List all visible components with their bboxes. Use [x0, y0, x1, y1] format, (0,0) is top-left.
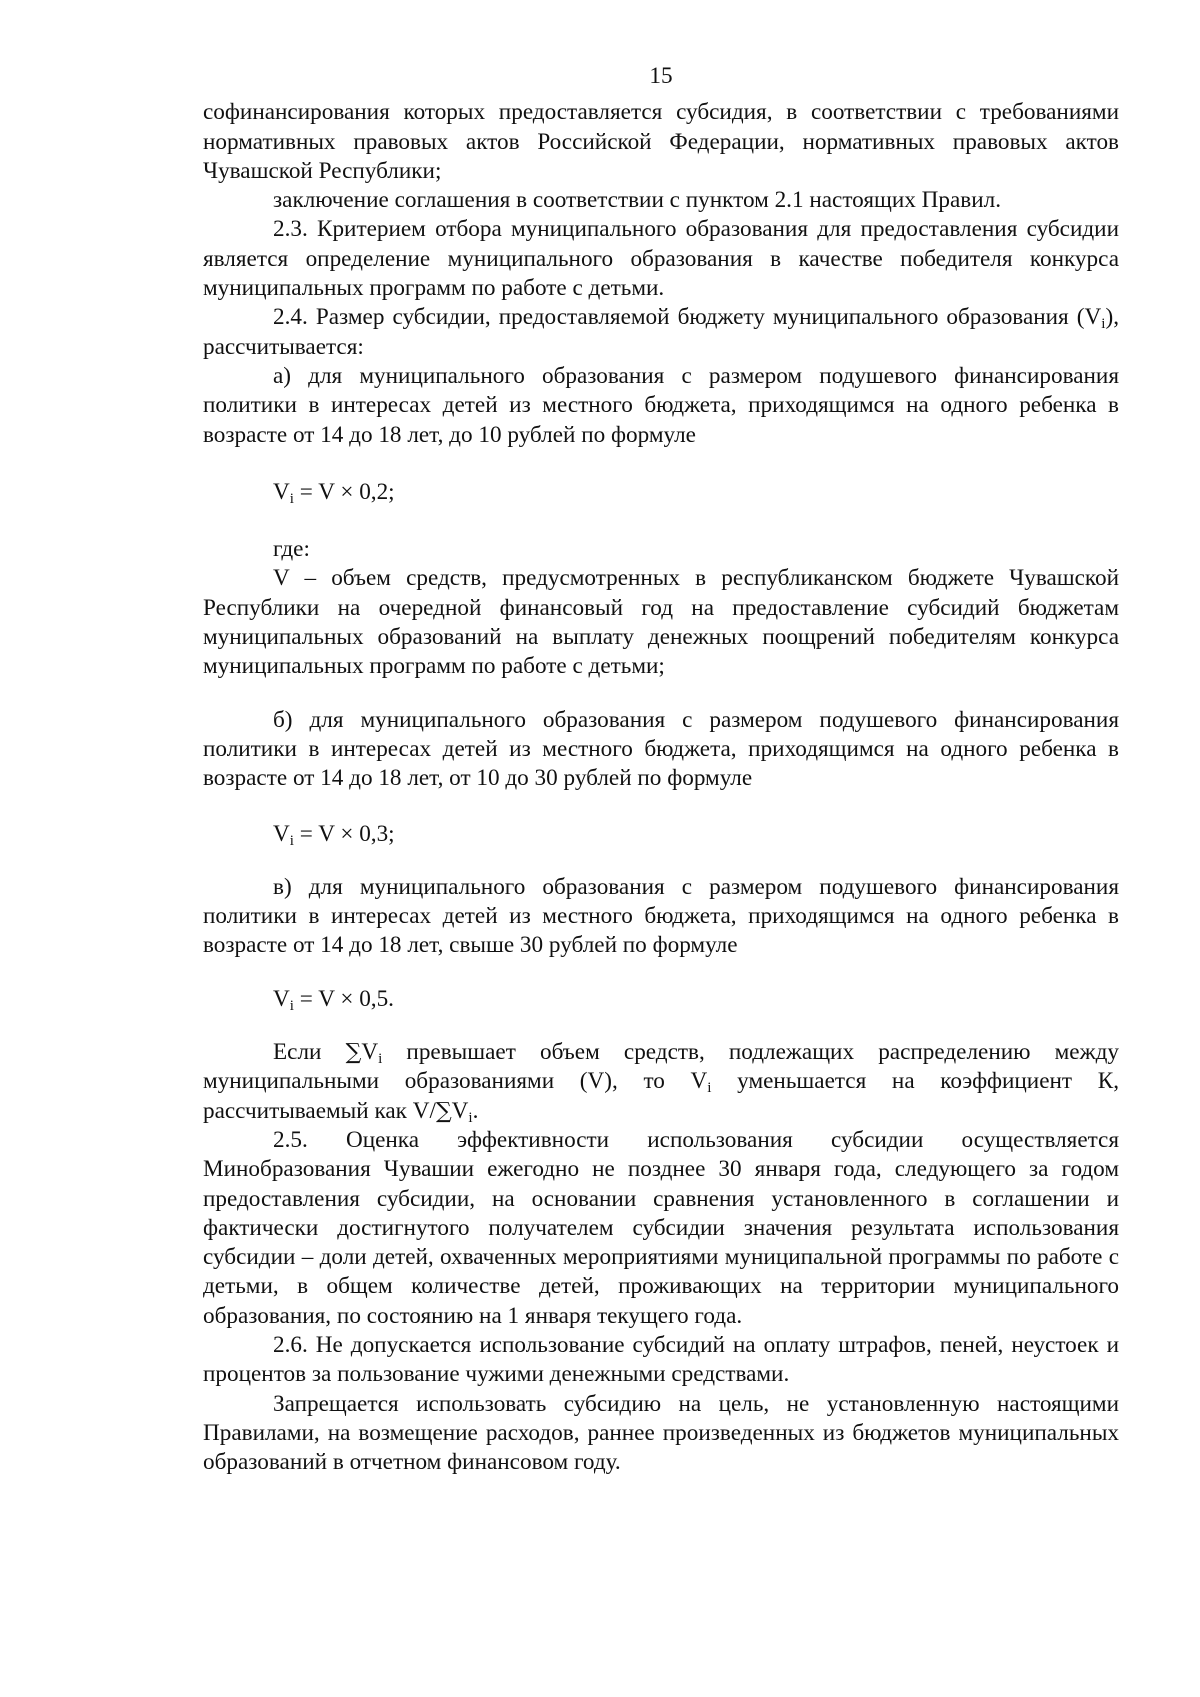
formula-c: $V_i = V \times 0,5$. — [273, 985, 394, 1014]
paragraph-2-3-selection-criterion: 2.3. Критерием отбора муниципального образования для предоставления субсидии является определение муниципального образования в качестве победителя конкурса муниципальных программ по работе с детьми. — [203, 216, 1119, 302]
where-label: где: — [273, 536, 310, 563]
paragraph-2-6-prohibition: 2.6. Не допускается использование субсидий на оплату штрафов, пеней, неустоек и процентов за пользование чужими денежными средствами. — [203, 1331, 1119, 1388]
formula-a: $V_i = V \times 0,2$; — [273, 478, 395, 507]
paragraph-agreement: заключение соглашения в соответствии с пунктом 2.1 настоящих Правил. — [273, 187, 1001, 214]
paragraph-case-b: б) для муниципального образования с размером подушевого финансирования политики в интересах детей из местного бюджета, приходящимся на одного ребенка в возрасте от 14 до 18 лет, от 10 до 30 рублей по формуле — [203, 706, 1119, 792]
paragraph-cofinancing: софинансирования которых предоставляется субсидия, в соответствии с требованиями нормативных правовых актов Российской Федерации, нормативных правовых актов Чувашской Республики; — [203, 99, 1119, 184]
paragraph-sum-reduction: Если $\sum V_i$ превышает объем средств, подлежащих распределению между муниципальными образованиями (V), то $V_i$ уменьшается на коэффициент К, рассчитываемый как $V/\sum V_i$. — [203, 1039, 1119, 1126]
paragraph-case-a: а) для муниципального образования с размером подушевого финансирования политики в интересах детей из местного бюджета, приходящимся на одного ребенка в возрасте от 14 до 18 лет, до 10 рублей по формуле — [203, 362, 1119, 448]
paragraph-misuse-prohibition: Запрещается использовать субсидию на цель, не установленную настоящими Правилами, на возмещение расходов, раннее произведенных из бюджетов муниципальных образований в отчетном финансовом году. — [203, 1390, 1119, 1476]
paragraph-v-definition: V – объем средств, предусмотренных в республиканском бюджете Чувашской Республики на очередной финансовый год на предоставление субсидий бюджетам муниципальных образований на выплату денежных поощрений победителям конкурса муниципальных программ по работе с детьми; — [203, 565, 1119, 680]
document-page — [203, 62, 1119, 1477]
paragraph-2-4-subsidy-size: 2.4. Размер субсидии, предоставляемой бюджету муниципального образования $(V_i)$, рассчитывается: — [203, 304, 1119, 360]
paragraph-case-c: в) для муниципального образования с размером подушевого финансирования политики в интересах детей из местного бюджета, приходящимся на одного ребенка в возрасте от 14 до 18 лет, свыше 30 рублей по формуле — [203, 873, 1119, 959]
formula-b: $V_i = V \times 0,3$; — [273, 820, 395, 849]
paragraph-2-5-efficiency: 2.5. Оценка эффективности использования субсидии осуществляется Минобразования Чувашии ежегодно не позднее 30 января года, следующего за годом предоставления субсидии, на основании сравнения установленного в соглашении и фактически достигнутого получателем субсидии значения результата использования субсидии – доли детей, охваченных мероприятиями муниципальной программы по работе с детьми, в общем количестве детей, проживающих на территории муниципального образования, по состоянию на 1 января текущего года. — [203, 1126, 1119, 1329]
page-number: 15 — [649, 63, 673, 89]
